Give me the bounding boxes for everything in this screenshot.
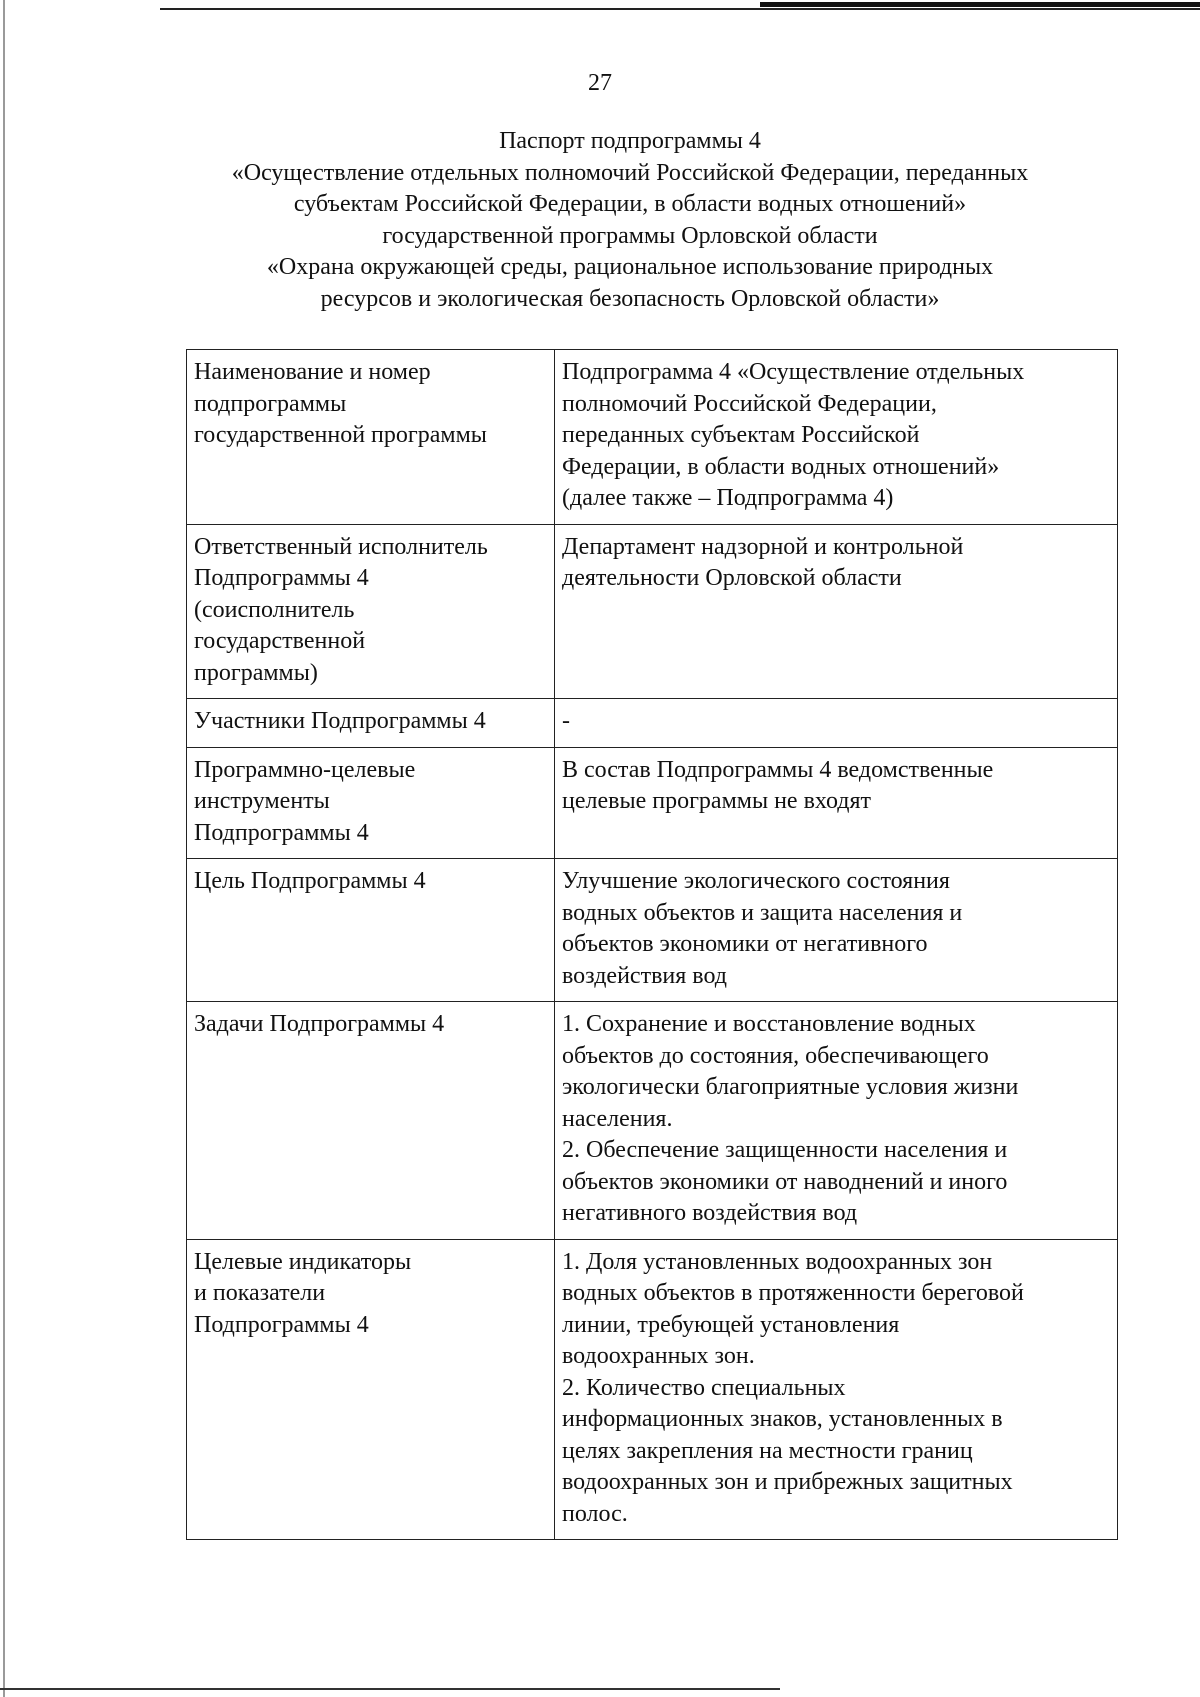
scan-edge-top	[160, 8, 1200, 10]
row-value-responsible: Департамент надзорной и контрольной деятельности Орловской области	[555, 524, 1118, 699]
row-label-name: Наименование и номер подпрограммы государственной программы	[187, 350, 555, 525]
scan-edge-left	[3, 0, 5, 1697]
document-title	[140, 126, 1120, 315]
scan-edge-bottom	[0, 1688, 780, 1690]
table-row	[187, 1239, 1118, 1540]
row-value-goal: Улучшение экологического состояния водных объектов и защита населения и объектов экономики от негативного воздействия вод	[555, 859, 1118, 1002]
row-label-indicators: Целевые индикаторы и показатели Подпрограммы 4	[187, 1239, 555, 1540]
row-label-instruments: Программно-целевые инструменты Подпрограммы 4	[187, 747, 555, 859]
passport-table	[186, 349, 1118, 1540]
table-row	[187, 524, 1118, 699]
title-line: государственной программы Орловской области	[382, 222, 878, 249]
row-value-participants: -	[555, 699, 1118, 748]
table-row	[187, 859, 1118, 1002]
title-line: «Охрана окружающей среды, рациональное использование природных	[266, 254, 994, 280]
table-row	[187, 747, 1118, 859]
title-line: «Осуществление отдельных полномочий Российской Федерации, переданных	[231, 159, 1029, 186]
row-value-indicators: 1. Доля установленных водоохранных зон водных объектов в протяженности береговой линии, требующей установления водоохранных зон. 2. Количество специальных информационных знаков, установленных в целях закрепления на местности границ водоохранных зон и прибрежных защитных полос.	[555, 1239, 1118, 1540]
table-row	[187, 350, 1118, 525]
row-label-tasks: Задачи Подпрограммы 4	[187, 1002, 555, 1240]
scan-edge-top-thick	[760, 2, 1200, 7]
row-label-goal: Цель Подпрограммы 4	[187, 859, 555, 1002]
table-row	[187, 699, 1118, 748]
row-label-responsible: Ответственный исполнитель Подпрограммы 4 (соисполнитель государственной программы)	[187, 524, 555, 699]
page-number: 27	[588, 70, 612, 96]
row-value-name: Подпрограмма 4 «Осуществление отдельных полномочий Российской Федерации, переданных субъектам Российской Федерации, в области водных отношений» (далее также – Подпрограмма 4)	[555, 350, 1118, 525]
title-line: ресурсов и экологическая безопасность Орловской области»	[320, 285, 940, 312]
row-value-tasks: 1. Сохранение и восстановление водных объектов до состояния, обеспечивающего экологически благоприятные условия жизни населения. 2. Обеспечение защищенности населения и объектов экономики от наводнений и иного негативного воздействия вод	[555, 1002, 1118, 1240]
row-label-participants: Участники Подпрограммы 4	[187, 699, 555, 748]
table-row	[187, 1002, 1118, 1240]
title-line: субъектам Российской Федерации, в области водных отношений»	[293, 191, 967, 217]
row-value-instruments: В состав Подпрограммы 4 ведомственные целевые программы не входят	[555, 747, 1118, 859]
title-line: Паспорт подпрограммы 4	[499, 128, 761, 154]
